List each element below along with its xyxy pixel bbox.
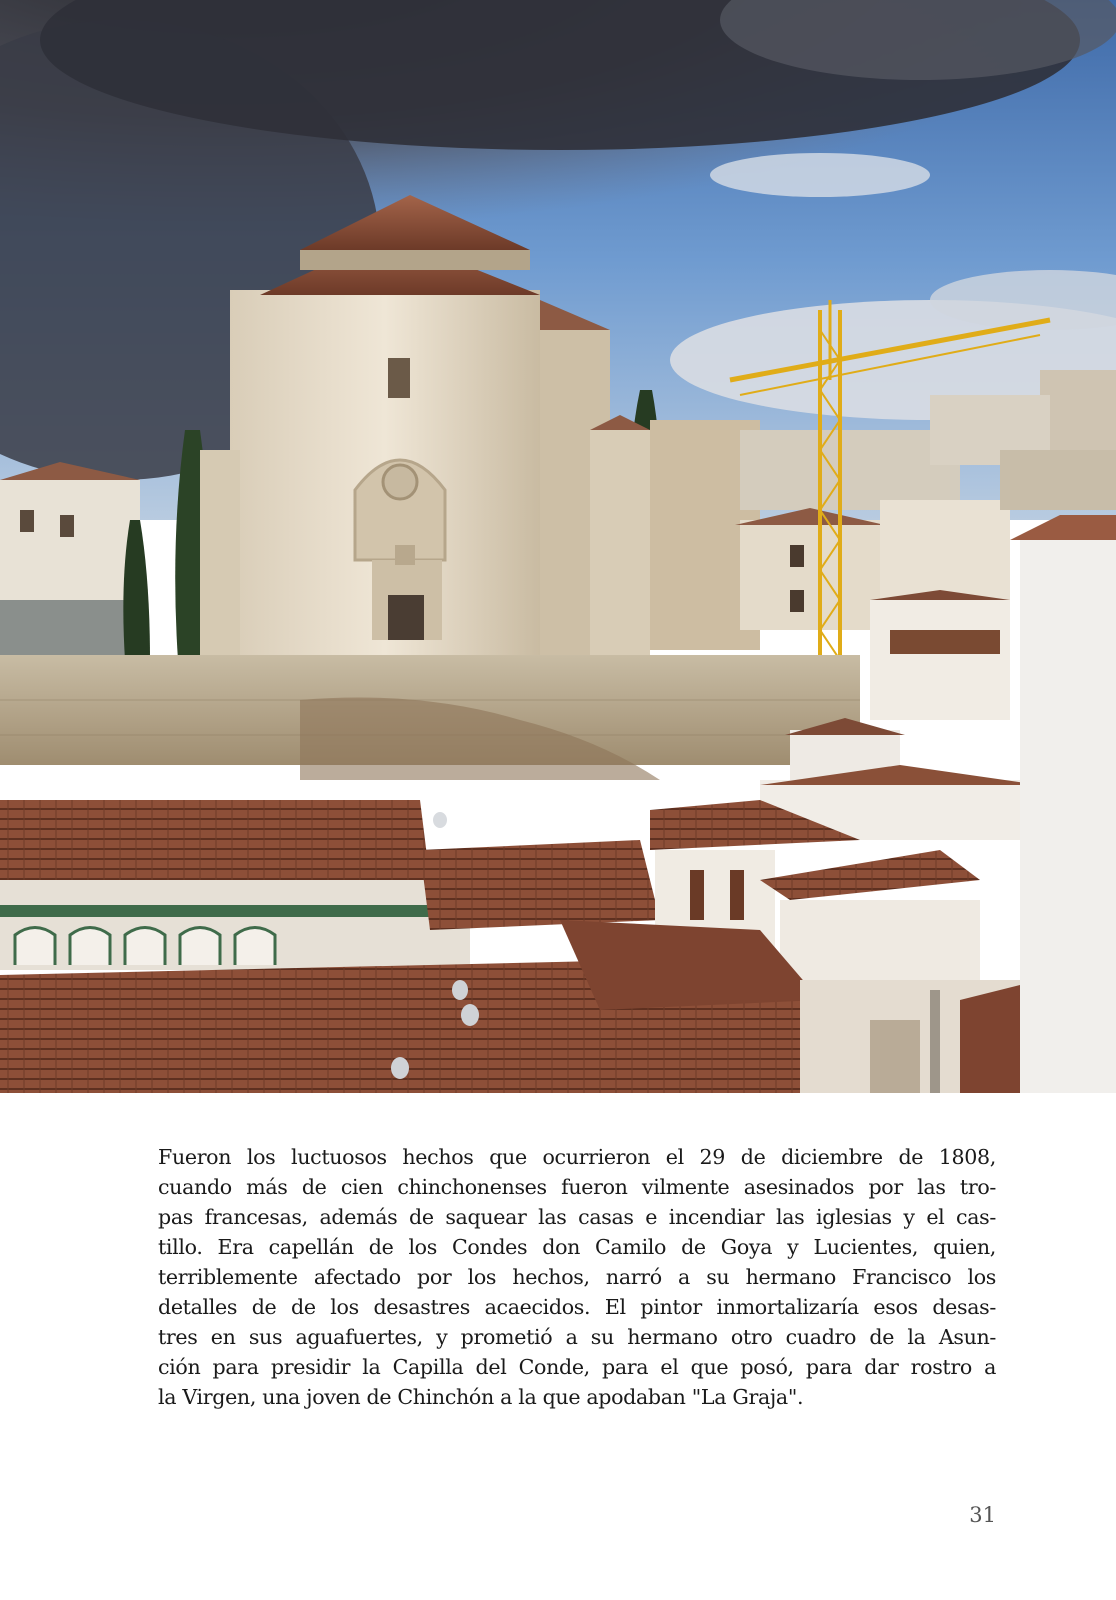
paragraph-line: tres en sus aguafuertes, y prometió a su hermano otro cuadro de la Asun- — [158, 1325, 996, 1349]
paragraph-line: terriblemente afectado por los hechos, narró a su hermano Francisco los — [158, 1265, 996, 1289]
body-paragraph — [158, 1142, 996, 1412]
paragraph-line: detalles de de los desastres acaecidos. El pintor inmortalizaría esos desas- — [158, 1295, 996, 1319]
paragraph-line: la Virgen, una joven de Chinchón a la que apodaban "La Graja". — [158, 1385, 804, 1409]
paragraph-line: pas francesas, además de saquear las casas e incendiar las iglesias y el cas- — [158, 1205, 996, 1229]
page-number: 31 — [969, 1503, 996, 1527]
paragraph-line: Fueron los luctuosos hechos que ocurrieron el 29 de diciembre de 1808, — [158, 1145, 996, 1169]
paragraph-line: cuando más de cien chinchonenses fueron vilmente asesinados por las tro- — [158, 1175, 996, 1199]
paragraph-line: tillo. Era capellán de los Condes don Camilo de Goya y Lucientes, quien, — [158, 1235, 996, 1259]
paragraph-line: ción para presidir la Capilla del Conde, para el que posó, para dar rostro a — [158, 1355, 996, 1379]
